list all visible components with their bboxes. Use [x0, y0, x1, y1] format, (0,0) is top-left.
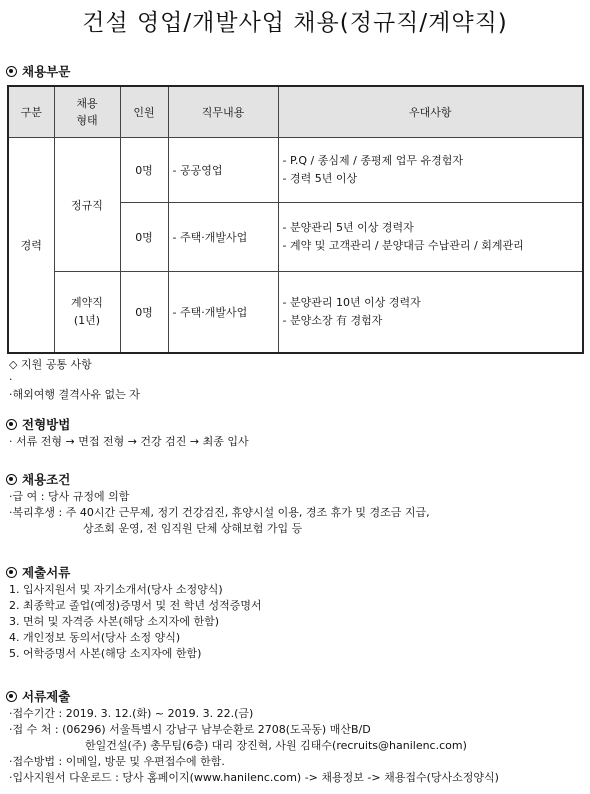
submission-line: 한일건설(주) 총무팀(6층) 대리 장진혁, 사원 김태수(recruits@hanilenc.com) — [85, 739, 467, 752]
submission-line: ·접수기간 : 2019. 3. 12.(화) ~ 2019. 3. 22.(금) — [9, 707, 254, 720]
header-duty: 직무내용 — [168, 86, 278, 138]
recruitment-table — [7, 85, 584, 354]
section-heading-submission — [6, 687, 70, 705]
circle-bullet-icon — [6, 66, 17, 77]
table-row — [8, 138, 583, 203]
document-item: 3. 면허 및 자격증 사본(해당 소지자에 한함) — [9, 615, 220, 628]
employment-type-contract — [54, 272, 120, 354]
preference-cell — [278, 203, 583, 272]
preference-line: - 경력 5년 이상 — [282, 172, 358, 185]
preference-cell — [278, 138, 583, 203]
preference-line: - 분양관리 10년 이상 경력자 — [282, 296, 421, 309]
headcount-cell: 0명 — [120, 138, 168, 203]
table-header-row — [8, 86, 583, 138]
common-line: ·해외여행 결격사유 없는 자 — [9, 388, 140, 401]
documents-list — [9, 582, 262, 662]
document-item: 2. 최종학교 졸업(예정)증명서 및 전 학년 성적증명서 — [9, 599, 262, 612]
condition-line: ·복리후생 : 주 40시간 근무제, 정기 건강검진, 휴양시설 이용, 경조 휴가 및 경조금 지급, — [9, 506, 430, 519]
preference-line: - 분양소장 有 경험자 — [282, 314, 383, 327]
headcount-cell: 0명 — [120, 272, 168, 354]
category-cell: 경력 — [8, 138, 54, 354]
employment-type-regular: 정규직 — [54, 138, 120, 272]
common-requirements — [9, 357, 140, 402]
duty-cell: - 공공영업 — [168, 138, 278, 203]
duty-cell: - 주택·개발사업 — [168, 203, 278, 272]
section-heading-label: 채용조건 — [22, 472, 71, 487]
header-employment-type — [54, 86, 120, 138]
header-employment-type-line1: 채용 — [76, 97, 98, 110]
preference-line: - 계약 및 고객관리 / 분양대금 수납관리 / 회계관리 — [282, 239, 524, 252]
condition-line: ·급 여 : 당사 규정에 의함 — [9, 490, 130, 503]
circle-bullet-icon — [6, 567, 17, 578]
conditions-list — [9, 489, 430, 537]
page-title: 건설 영업/개발사업 채용(정규직/계약직) — [82, 10, 508, 36]
headcount-cell: 0명 — [120, 203, 168, 272]
section-heading-conditions — [6, 470, 70, 488]
section-heading-recruit — [6, 62, 70, 80]
process-line: · 서류 전형 → 면접 전형 → 건강 검진 → 최종 입사 — [9, 435, 249, 448]
submission-line: ·입사지원서 다운로드 : 당사 홈페이지(www.hanilenc.com) -> 채용정보 -> 채용접수(당사소정양식) — [9, 771, 499, 784]
contract-line1: 계약직 — [71, 296, 103, 309]
document-item: 5. 어학증명서 사본(해당 소지자에 한함) — [9, 647, 202, 660]
submission-line: ·접 수 처 : (06296) 서울특별시 강남구 남부순환로 2708(도곡동) 매산B/D — [9, 723, 371, 736]
section-heading-label: 제출서류 — [22, 565, 71, 580]
submission-line: ·접수방법 : 이메일, 방문 및 우편접수에 한함. — [9, 755, 225, 768]
section-heading-process — [6, 415, 70, 433]
preference-line: - P.Q / 종심제 / 종평제 업무 유경험자 — [282, 154, 463, 167]
document-item: 1. 입사지원서 및 자기소개서(당사 소정양식) — [9, 583, 223, 596]
table-row — [8, 272, 583, 354]
circle-bullet-icon — [6, 691, 17, 702]
header-headcount: 인원 — [120, 86, 168, 138]
duty-cell: - 주택·개발사업 — [168, 272, 278, 354]
condition-line: 상조회 운영, 전 임직원 단체 상해보험 가입 등 — [83, 522, 303, 535]
process-text — [9, 434, 249, 450]
section-heading-documents — [6, 563, 70, 581]
section-heading-label: 전형방법 — [22, 417, 71, 432]
document-item: 4. 개인정보 동의서(당사 소정 양식) — [9, 631, 181, 644]
section-heading-label: 서류제출 — [22, 689, 71, 704]
header-preference: 우대사항 — [278, 86, 583, 138]
circle-bullet-icon — [6, 419, 17, 430]
contract-line2: (1년) — [73, 314, 101, 327]
submission-list — [9, 706, 499, 786]
common-heading: ◇ 지원 공통 사항 — [9, 358, 92, 371]
header-employment-type-line2: 형태 — [76, 114, 98, 127]
common-line: · — [9, 373, 13, 386]
preference-line: - 분양관리 5년 이상 경력자 — [282, 221, 414, 234]
circle-bullet-icon — [6, 474, 17, 485]
preference-cell — [278, 272, 583, 354]
section-heading-label: 채용부문 — [22, 64, 71, 79]
header-category: 구분 — [8, 86, 54, 138]
